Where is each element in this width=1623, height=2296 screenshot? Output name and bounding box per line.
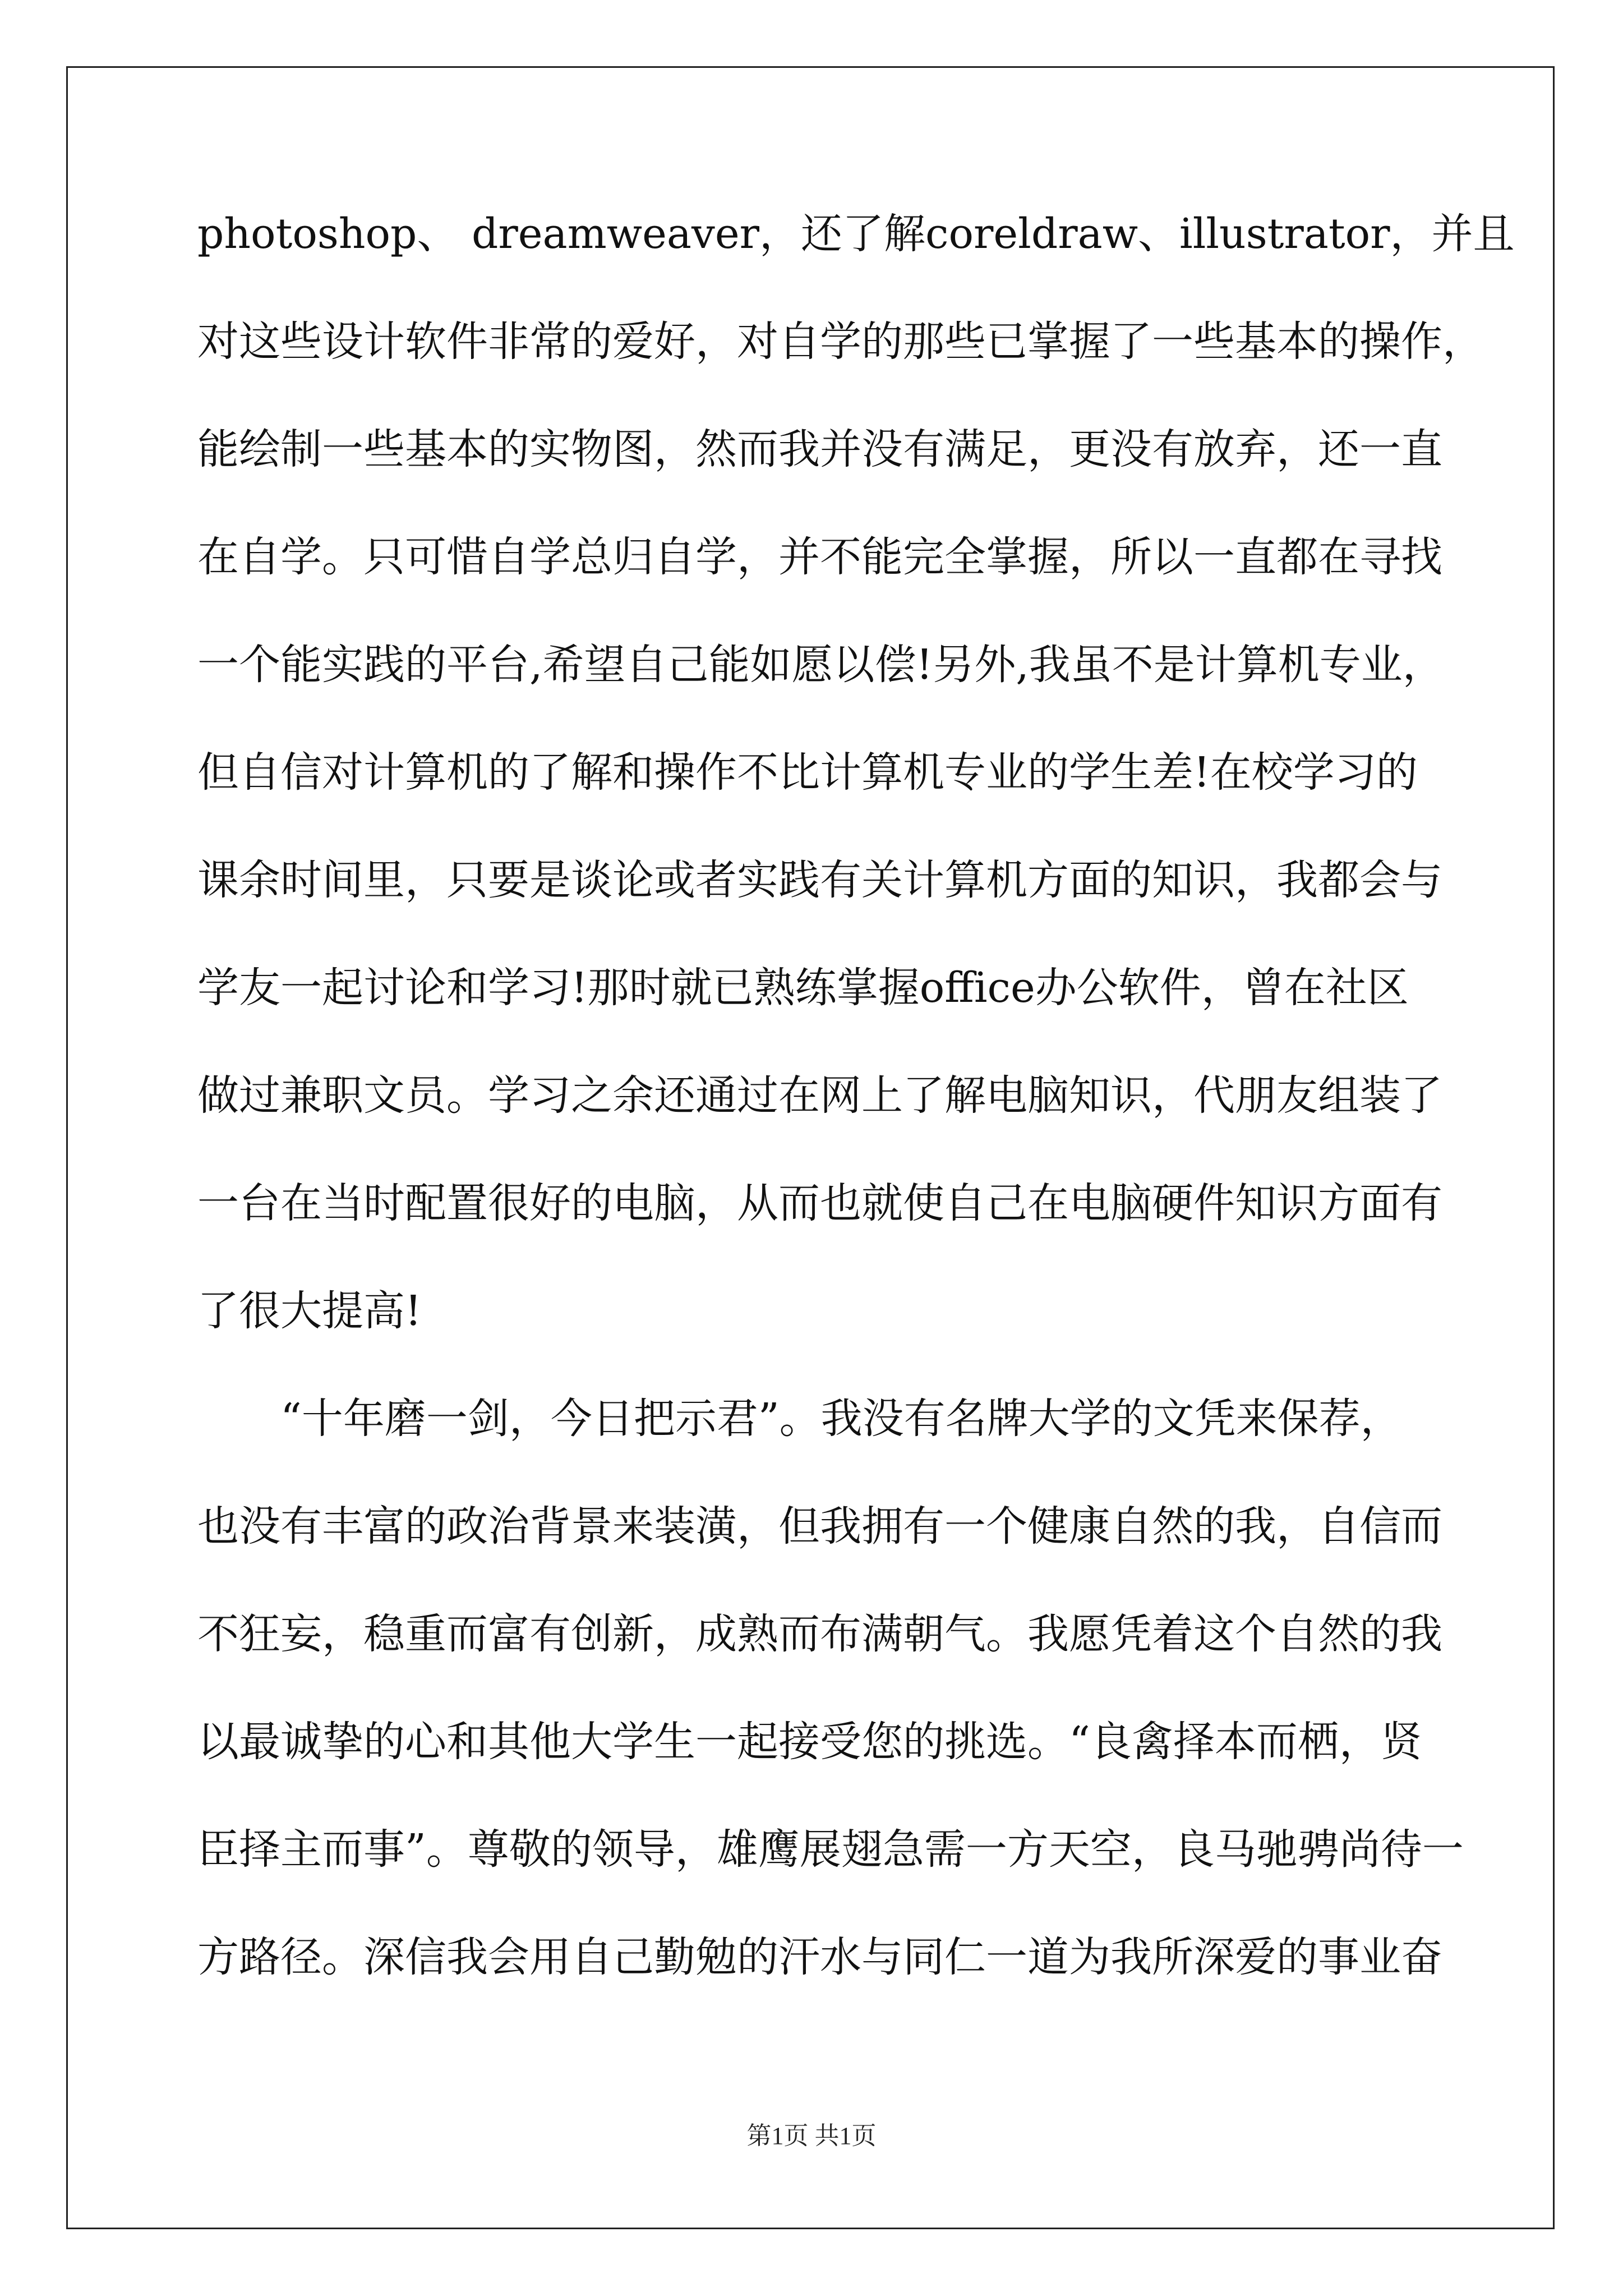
document-body (197, 210, 1515, 2044)
text-line: 但自信对计算机的了解和操作不比计算机专业的学生差!在校学习的 (197, 748, 1418, 797)
text-line: 一台在当时配置很好的电脑，从而也就使自己在电脑硬件知识方面有 (197, 1179, 1442, 1227)
text-line: 对这些设计软件非常的爱好，对自学的那些已掌握了一些基本的操作， (197, 318, 1484, 366)
text-line: 课余时间里，只要是谈论或者实践有关计算机方面的知识，我都会与 (197, 856, 1442, 904)
text-line: 能绘制一些基本的实物图，然而我并没有满足，更没有放弃，还一直 (197, 425, 1442, 473)
text-line: 学友一起讨论和学习!那时就已熟练掌握office办公软件，曾在社区 (197, 964, 1409, 1012)
text-line: 了很大提高! (197, 1287, 422, 1335)
page-number-footer: 第1页 共1页 (746, 2122, 877, 2150)
text-line: photoshop、 dreamweaver，还了解coreldraw、illustrator，并且 (197, 210, 1515, 258)
text-line: 做过兼职文员。学习之余还通过在网上了解电脑知识，代朋友组装了 (197, 1071, 1442, 1120)
text-line: 也没有丰富的政治背景来装潢，但我拥有一个健康自然的我，自信而 (197, 1502, 1442, 1550)
text-line: 以最诚挚的心和其他大学生一起接受您的挑选。“良禽择本而栖，贤 (197, 1718, 1422, 1766)
text-line: 不狂妄，稳重而富有创新，成熟而布满朝气。我愿凭着这个自然的我 (197, 1610, 1442, 1658)
text-line: 方路径。深信我会用自己勤勉的汗水与同仁一道为我所深爱的事业奋 (197, 1933, 1442, 1981)
text-line: 臣择主而事”。尊敬的领导，雄鹰展翅急需一方天空，良马驰骋尚待一 (197, 1825, 1464, 1874)
text-line: 在自学。只可惜自学总归自学，并不能完全掌握，所以一直都在寻找 (197, 533, 1442, 581)
paragraph-start-line: “十年磨一剑，今日把示君”。我没有名牌大学的文凭来保荐， (280, 1395, 1402, 1443)
text-line: 一个能实践的平台,希望自己能如愿以偿!另外,我虽不是计算机专业， (197, 641, 1444, 689)
